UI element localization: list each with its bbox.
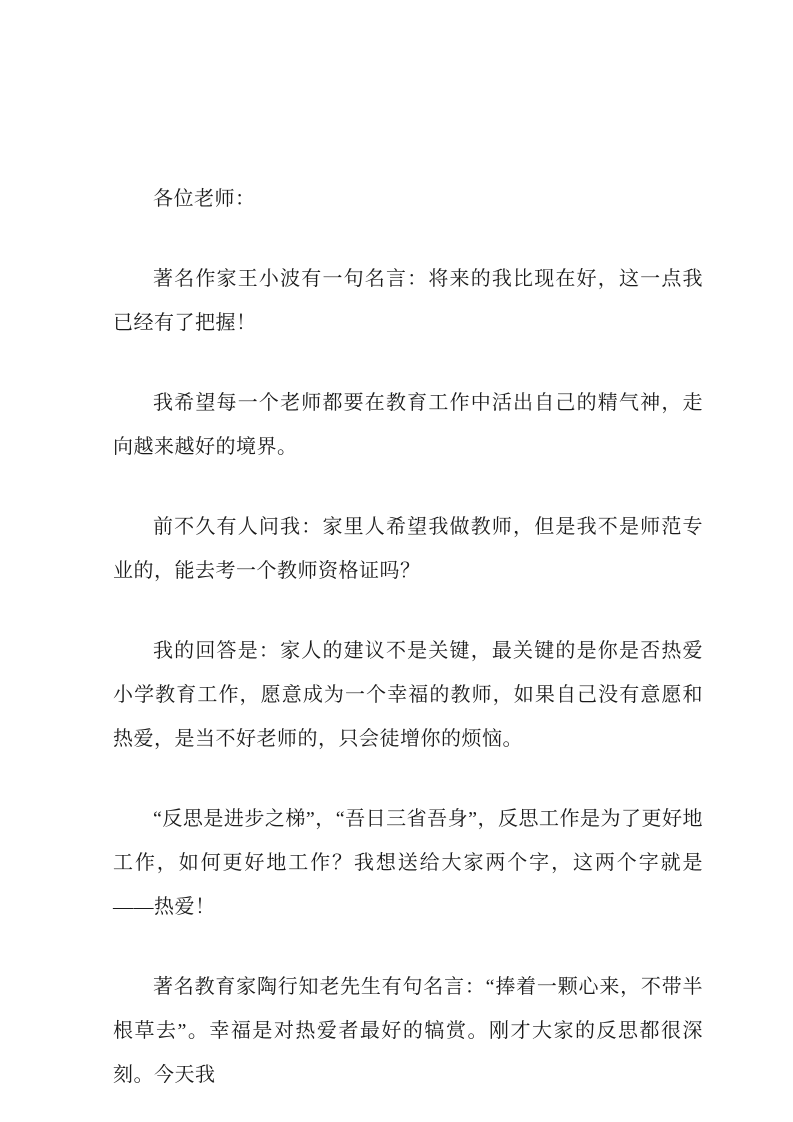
paragraph: 著名教育家陶行知老先生有句名言：“捧着一颗心来，不带半根草去”。幸福是对热爱者最好的犒赏。刚才大家的反思都很深刻。今天我 xyxy=(113,976,703,1086)
paragraph: 我希望每一个老师都要在教育工作中活出自己的精气神，走向越来越好的境界。 xyxy=(113,392,703,458)
paragraph: “反思是进步之梯”，“吾日三省吾身”，反思工作是为了更好地工作，如何更好地工作？我想送给大家两个字，这两个字就是——热爱！ xyxy=(113,808,704,918)
salutation: 各位老师： xyxy=(153,188,256,210)
paragraph: 著名作家王小波有一句名言：将来的我比现在好，这一点我已经有了把握！ xyxy=(113,268,703,334)
paragraph: 我的回答是：家人的建议不是关键，最关键的是你是否热爱小学教育工作，愿意成为一个幸福的教师，如果自己没有意愿和热爱，是当不好老师的，只会徒增你的烦恼。 xyxy=(113,640,703,750)
paragraph: 前不久有人问我：家里人希望我做教师，但是我不是师范专业的，能去考一个教师资格证吗？ xyxy=(113,516,703,582)
